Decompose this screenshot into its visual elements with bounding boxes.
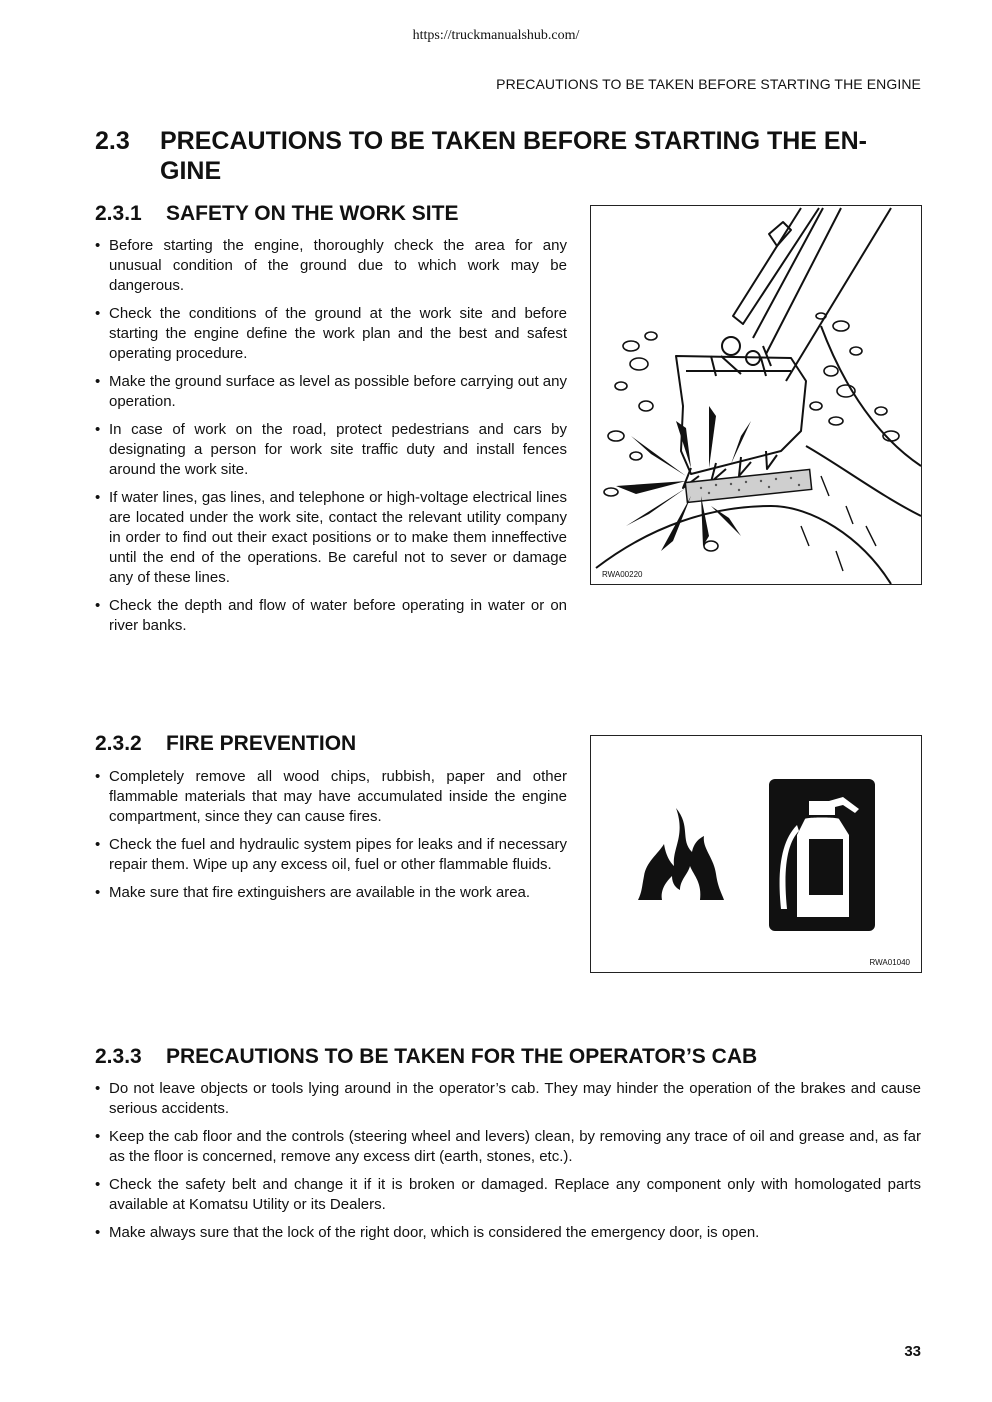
bullet-list-232: [95, 767, 567, 911]
list-item: • In case of work on the road, protect pedestrians and cars by designating a person for work site traffic duty and install fences around the work site.: [95, 420, 567, 480]
subsection-number: 2.3.2: [95, 732, 142, 755]
excavator-bucket-illustration: [591, 206, 921, 584]
figure-code: RWA01040: [869, 958, 910, 967]
subsection-heading-233: [95, 1045, 757, 1069]
section-title: PRECAUTIONS TO BE TAKEN BEFORE STARTING THE EN-GINE: [160, 127, 867, 185]
subsection-heading-231: [95, 202, 458, 226]
subsection-title: PRECAUTIONS TO BE TAKEN FOR THE OPERATOR’S CAB: [166, 1045, 758, 1068]
subsection-number: 2.3.3: [95, 1045, 142, 1068]
list-item: • If water lines, gas lines, and telephone or high-voltage electrical lines are located under the work site, contact the relevant utility company in order to find out their exact positions or to make them inneffective until the end of the operations. Be careful not to sever or damage any of these lines.: [95, 488, 567, 588]
list-item: • Make the ground surface as level as possible before carrying out any operation.: [95, 372, 567, 412]
list-item: • Check the fuel and hydraulic system pipes for leaks and if necessary repair them. Wipe up any excess oil, fuel or other flammable fluids.: [95, 835, 567, 875]
flame-icon: [636, 806, 726, 906]
excavator-hazard-figure: [590, 205, 922, 585]
list-item: • Check the safety belt and change it if it is broken or damaged. Replace any component only with homologated parts available at Komatsu Utility or its Dealers.: [95, 1175, 921, 1215]
section-number: 2.3: [95, 127, 130, 155]
source-url: https://truckmanualshub.com/: [412, 28, 580, 43]
list-item: • Do not leave objects or tools lying around in the operator’s cab. They may hinder the operation of the brakes and cause serious accidents.: [95, 1079, 921, 1119]
bullet-list-231: [95, 236, 567, 644]
list-item: • Completely remove all wood chips, rubbish, paper and other flammable materials that may have accumulated inside the engine compartment, since they can cause fires.: [95, 767, 567, 827]
subsection-number: 2.3.1: [95, 202, 142, 225]
subsection-heading-232: [95, 732, 356, 756]
page-number: 33: [904, 1343, 921, 1360]
running-header: PRECAUTIONS TO BE TAKEN BEFORE STARTING THE ENGINE: [496, 76, 921, 92]
subsection-title: SAFETY ON THE WORK SITE: [166, 202, 459, 225]
list-item: • Make always sure that the lock of the right door, which is considered the emergency door, is open.: [95, 1223, 921, 1243]
list-item: • Before starting the engine, thoroughly check the area for any unusual condition of the ground due to which work may be dangerous.: [95, 236, 567, 296]
list-item: • Keep the cab floor and the controls (steering wheel and levers) clean, by removing any trace of oil and grease and, as far as the floor is concerned, remove any excess dirt (earth, stones, etc.).: [95, 1127, 921, 1167]
list-item: • Check the conditions of the ground at the work site and before starting the engine define the work plan and the best and safest operating procedure.: [95, 304, 567, 364]
fire-extinguisher-icon: [769, 779, 875, 931]
figure-code: RWA00220: [602, 570, 643, 579]
list-item: • Check the depth and flow of water before operating in water or on river banks.: [95, 596, 567, 636]
list-item: • Make sure that fire extinguishers are available in the work area.: [95, 883, 567, 903]
fire-prevention-figure: [590, 735, 922, 973]
bullet-list-233: [95, 1079, 921, 1251]
subsection-title: FIRE PREVENTION: [166, 732, 357, 755]
